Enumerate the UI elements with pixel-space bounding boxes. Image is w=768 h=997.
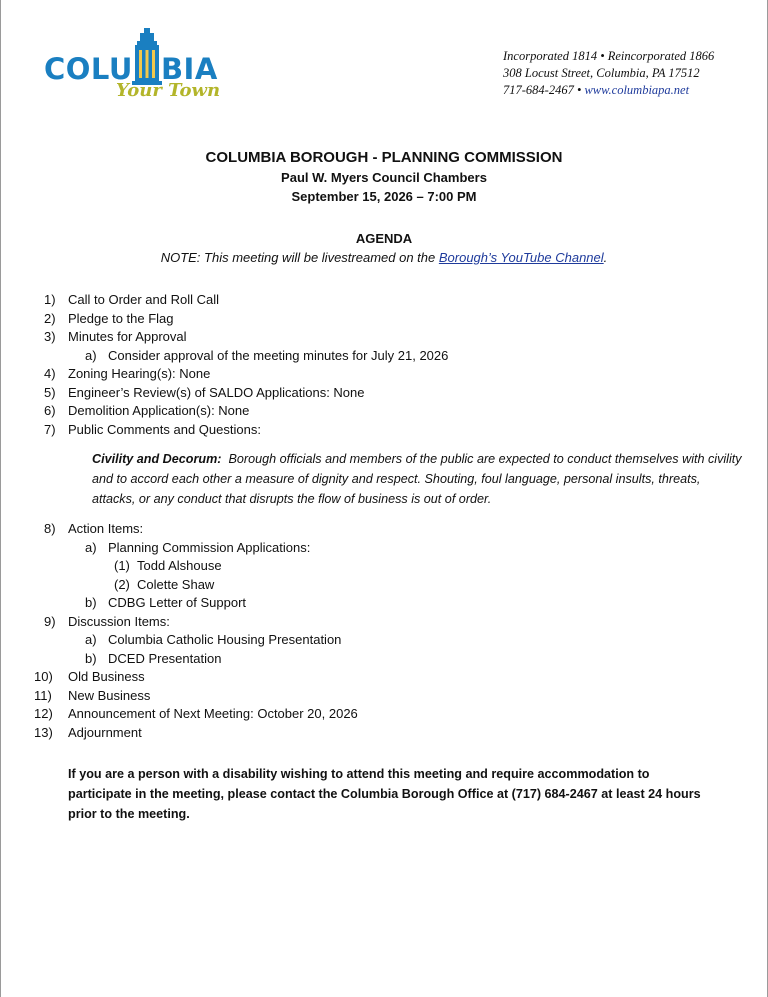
- item-text: Planning Commission Applications:: [108, 539, 311, 555]
- website-link[interactable]: www.columbiapa.net: [584, 83, 690, 97]
- item-number: (2): [114, 576, 130, 592]
- document-title-block: [0, 147, 768, 206]
- civility-label: Civility and Decorum:: [92, 452, 222, 466]
- note-prefix: NOTE: This meeting will be livestreamed on the: [160, 250, 439, 265]
- header-info: [503, 48, 714, 99]
- item-text: Call to Order and Roll Call: [68, 292, 220, 307]
- item-number: 12): [34, 706, 53, 721]
- item-number: 7): [44, 421, 56, 437]
- logo-tagline: Your Town: [116, 80, 221, 101]
- item-text: New Business: [68, 687, 151, 703]
- item-number: 4): [44, 366, 56, 381]
- item-number: a): [85, 539, 97, 555]
- note-suffix: .: [603, 250, 608, 265]
- item-text: Adjournment: [68, 724, 142, 740]
- item-text: Engineer’s Review(s) of SALDO Applications: None: [68, 384, 365, 400]
- item-number: b): [85, 650, 97, 666]
- item-text: DCED Presentation: [108, 650, 222, 666]
- civility-text: Borough officials and members of the public are expected to conduct themselves with civility and to accord each other a measure of dignity and respect. Shouting, foul language, personal insults, threats, attacks, or any conduct that disrupts the flow of business is out of order.: [92, 452, 742, 506]
- item-number: 3): [44, 329, 56, 344]
- columbia-logo: [44, 28, 224, 108]
- address-line: 308 Locust Street, Columbia, PA 17512: [503, 66, 700, 80]
- youtube-channel-link[interactable]: Borough’s YouTube Channel: [438, 250, 604, 265]
- item-number: 2): [44, 310, 56, 326]
- item-text: Old Business: [68, 669, 145, 684]
- item-number: 9): [44, 613, 56, 629]
- item-number: 8): [44, 521, 56, 536]
- item-text: Pledge to the Flag: [68, 310, 174, 326]
- item-text: Minutes for Approval: [68, 329, 187, 344]
- item-number: 11): [34, 687, 52, 703]
- logo-word-part2: BIA: [160, 52, 218, 86]
- item-number: 1): [44, 292, 56, 307]
- accessibility-notice: If you are a person with a disability wishing to attend this meeting and require accommodation to participate in the meeting, please contact the Columbia Borough Office at (717) 684-2467 at least 24 hours prior to the meeting.: [68, 767, 701, 821]
- agenda-heading: AGENDA: [355, 231, 413, 246]
- civility-decorum-statement: [92, 449, 742, 509]
- item-number: a): [85, 632, 97, 647]
- item-number: 10): [34, 669, 53, 684]
- item-number: 5): [44, 384, 56, 400]
- item-text: Todd Alshouse: [137, 558, 222, 573]
- livestream-note: [0, 250, 768, 265]
- item-number: 6): [44, 403, 56, 418]
- item-number: (1): [114, 558, 130, 573]
- item-text: Public Comments and Questions:: [68, 421, 261, 437]
- item-text: Zoning Hearing(s): None: [68, 366, 211, 381]
- item-text: Consider approval of the meeting minutes for July 21, 2026: [108, 347, 449, 363]
- contact-line: [503, 82, 714, 99]
- item-text: Columbia Catholic Housing Presentation: [108, 632, 342, 647]
- item-text: Colette Shaw: [137, 576, 215, 592]
- item-number: b): [85, 595, 97, 610]
- item-text: CDBG Letter of Support: [108, 595, 247, 610]
- logo-word-part1: COLU: [44, 52, 133, 86]
- meeting-location: Paul W. Myers Council Chambers: [281, 170, 487, 185]
- item-text: Demolition Application(s): None: [68, 403, 250, 418]
- meeting-datetime: September 15, 2026 – 7:00 PM: [291, 189, 477, 204]
- item-text: Action Items:: [68, 521, 144, 536]
- item-number: a): [85, 347, 97, 363]
- item-text: Discussion Items:: [68, 613, 170, 629]
- incorporation-line: Incorporated 1814 • Reincorporated 1866: [503, 49, 715, 63]
- item-number: 13): [34, 724, 53, 740]
- document-title: COLUMBIA BOROUGH - PLANNING COMMISSION: [205, 149, 563, 166]
- phone-text: 717-684-2467 •: [503, 83, 585, 97]
- item-text: Announcement of Next Meeting: October 20, 2026: [68, 706, 358, 721]
